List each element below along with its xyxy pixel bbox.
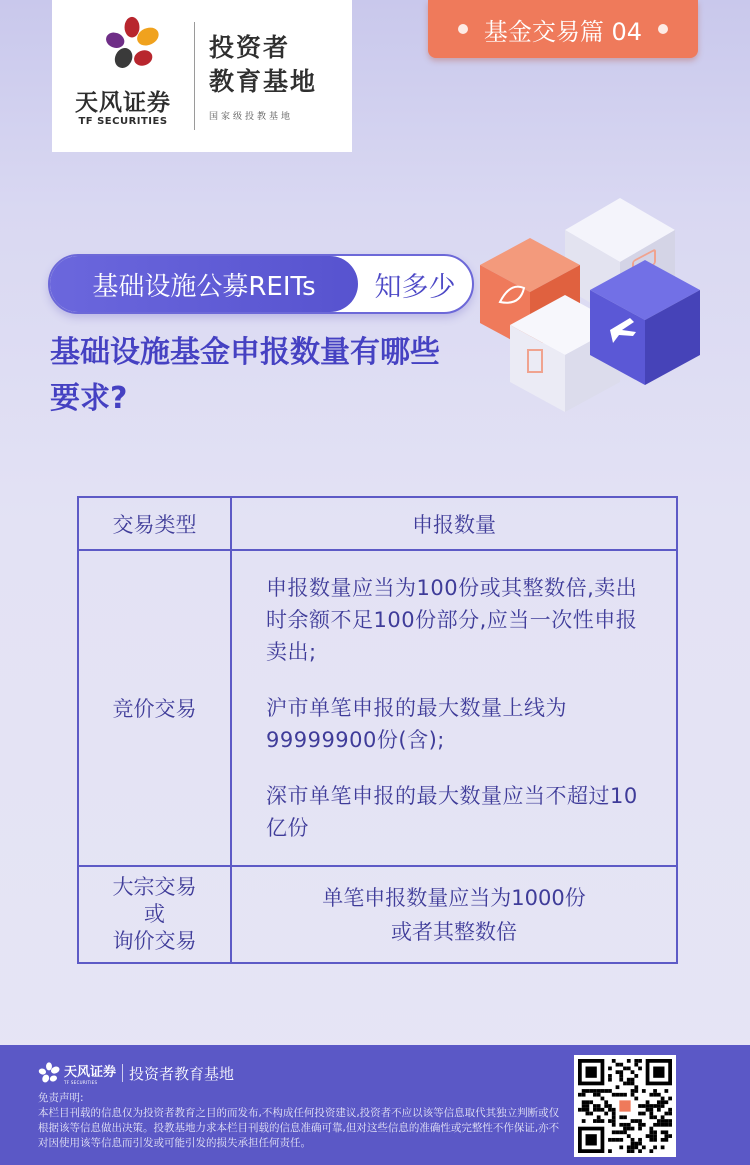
rule-text: 单笔申报数量应当为1000份 — [322, 885, 586, 910]
page-title — [50, 330, 520, 422]
disclaimer-body: 本栏目刊载的信息仅为投资者教育之目的而发布,不构成任何投资建议,投资者不应以该等信息取代其独立判断或仅根据该等信息做出决策。投教基地力求本栏目刊载的信息准确可靠,但对这些信息的准确性或完整性不作保证,亦不对因使用该等信息而引发或可能引发的损失承担任何责任。 — [38, 1107, 560, 1149]
disclaimer — [38, 1091, 566, 1151]
block-trade-rules — [232, 867, 676, 962]
footer-brand-name: 天风证券 — [64, 1065, 117, 1080]
footer-brand-name-en: TF SECURITIES — [64, 1080, 98, 1085]
page-title-line2: 要求? — [50, 381, 128, 416]
trade-type-block — [79, 867, 232, 962]
page-title-line1: 基础设施基金申报数量有哪些 — [50, 335, 440, 370]
disclaimer-title: 免责声明: — [38, 1092, 84, 1104]
topic-pill-suffix: 知多少 — [374, 271, 456, 303]
table-row — [79, 549, 676, 865]
edu-title-line1: 投资者 — [209, 32, 291, 62]
series-tag-label: 基金交易篇 04 — [483, 17, 643, 46]
brand-name-en: TF SECURITIES — [78, 116, 168, 127]
footer-brand — [38, 1061, 234, 1085]
rule-text: 沪市单笔申报的最大数量上线为99999900份(含); — [266, 696, 567, 752]
trade-type-line: 大宗交易 — [112, 875, 197, 899]
flower-logo-icon — [104, 16, 160, 72]
series-tag — [428, 0, 698, 58]
rule-text: 深市单笔申报的最大数量应当不超过10亿份 — [266, 784, 638, 840]
trade-type-line: 询价交易 — [112, 929, 197, 953]
table-row — [79, 865, 676, 962]
topic-pill — [48, 254, 474, 314]
trade-type-auction: 竞价交易 — [79, 551, 232, 865]
cubes-illustration — [470, 190, 720, 430]
rule-text: 申报数量应当为100份或其整数倍,卖出时余额不足100份部分,应当一次性申报卖出; — [266, 576, 638, 664]
footer — [0, 1045, 750, 1165]
declaration-table — [77, 496, 678, 964]
flower-logo-icon — [38, 1062, 60, 1084]
rule-text: 或者其整数倍 — [391, 919, 517, 944]
footer-divider — [122, 1064, 123, 1082]
qr-code-icon — [578, 1059, 672, 1153]
table-header-row — [79, 498, 676, 549]
column-header-type: 交易类型 — [79, 498, 232, 549]
edu-subtitle: 国家级投教基地 — [209, 111, 294, 122]
footer-edu: 投资者教育基地 — [129, 1064, 235, 1083]
column-header-quantity: 申报数量 — [412, 512, 496, 537]
dot-icon — [658, 24, 668, 34]
qr-code — [574, 1055, 676, 1157]
brand-name: 天风证券 — [75, 90, 171, 116]
dot-icon — [458, 24, 468, 34]
edu-title-line2: 教育基地 — [209, 66, 318, 96]
auction-rules — [232, 551, 676, 865]
logo-card — [52, 0, 352, 152]
brand-logo — [52, 0, 194, 152]
topic-pill-label: 基础设施公募REITs — [50, 256, 358, 312]
trade-type-line: 或 — [144, 902, 165, 926]
